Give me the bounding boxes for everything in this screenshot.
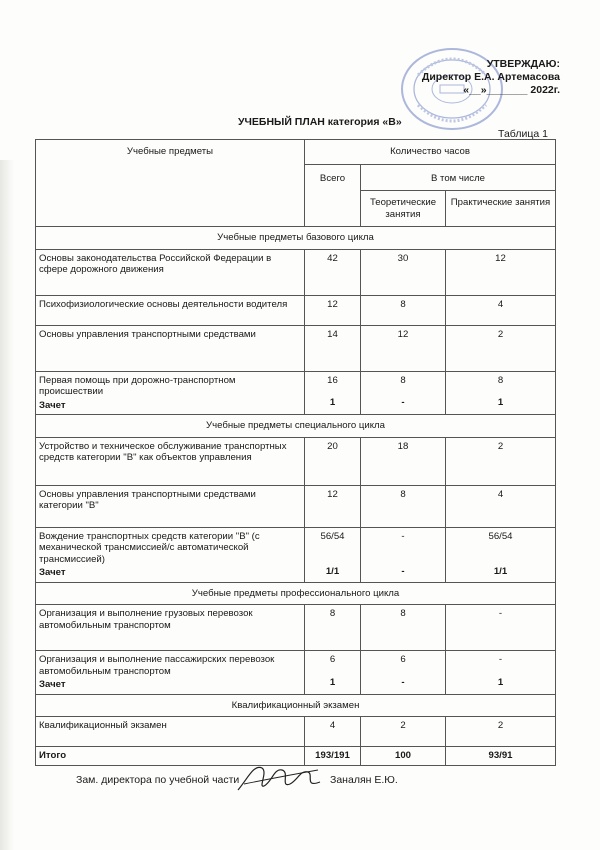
table-row xyxy=(36,325,556,371)
curriculum-table xyxy=(35,139,556,766)
header-theory: Теоретические занятия xyxy=(361,191,446,227)
approval-director: Директор Е.А. Артемасова xyxy=(421,71,560,83)
footer-position: Зам. директора по учебной части xyxy=(76,774,240,786)
hours-total: 12 xyxy=(305,295,361,325)
scan-edge-shadow xyxy=(0,160,14,850)
hours-practice-cell xyxy=(446,651,556,695)
hours-total: 56/54 xyxy=(320,530,345,542)
hours-total-cell xyxy=(305,651,361,695)
subject-name: Вождение транспортных средств категории "В" (с механической трансмиссией/с автоматической трансмиссией) xyxy=(39,530,260,565)
credit-label: Зачет xyxy=(39,399,66,411)
table-row xyxy=(36,717,556,747)
hours-theory: 18 xyxy=(361,437,446,485)
subject-name: Основы законодательства Российской Федерации в сфере дорожного движения xyxy=(36,249,305,295)
hours-practice-cell xyxy=(446,527,556,582)
hours-theory: 12 xyxy=(361,325,446,371)
hours-practice: 2 xyxy=(446,325,556,371)
header-subjects: Учебные предметы xyxy=(36,140,305,227)
section-title: Учебные предметы профессионального цикла xyxy=(36,582,556,605)
hours-total: 12 xyxy=(305,485,361,527)
hours-practice: 4 xyxy=(446,485,556,527)
total-practice: 93/91 xyxy=(446,747,556,766)
table-row xyxy=(36,605,556,651)
hours-total: 42 xyxy=(305,249,361,295)
hours-total: 16 xyxy=(327,374,338,386)
hours-theory: - xyxy=(401,530,405,542)
document-title: УЧЕБНЫЙ ПЛАН категория «В» xyxy=(238,116,402,128)
approval-heading: УТВЕРЖДАЮ: xyxy=(486,58,560,70)
section-row xyxy=(36,582,556,605)
subject-cell xyxy=(36,371,305,415)
hours-theory: 6 xyxy=(400,654,406,665)
hours-theory: 8 xyxy=(361,485,446,527)
table-label: Таблица 1 xyxy=(498,128,548,140)
credit-practice: 1 xyxy=(497,397,504,408)
hours-total-cell xyxy=(305,371,361,415)
credit-label: Зачет xyxy=(39,567,66,578)
hours-practice: 4 xyxy=(446,295,556,325)
section-title: Квалификационный экзамен xyxy=(36,694,556,717)
subject-cell xyxy=(36,527,305,582)
credit-total: 1 xyxy=(329,397,336,408)
credit-total: 1/1 xyxy=(325,566,340,577)
footer-name: Заналян Е.Ю. xyxy=(330,774,398,786)
hours-total: 4 xyxy=(305,717,361,747)
hours-total: 8 xyxy=(305,605,361,651)
hours-total-cell xyxy=(305,527,361,582)
hours-practice: 8 xyxy=(497,374,504,386)
hours-theory: 30 xyxy=(361,249,446,295)
header-row xyxy=(36,140,556,165)
table-row xyxy=(36,437,556,485)
table-row xyxy=(36,371,556,415)
signature xyxy=(234,758,324,798)
hours-theory-cell xyxy=(361,527,446,582)
section-row xyxy=(36,415,556,438)
credit-practice: 1 xyxy=(497,676,504,688)
credit-practice: 1/1 xyxy=(493,566,508,577)
section-title: Учебные предметы базового цикла xyxy=(36,227,556,250)
subject-name: Квалификационный экзамен xyxy=(36,717,305,747)
total-hours: 193/191 xyxy=(305,747,361,766)
total-label: Итого xyxy=(36,747,305,766)
hours-theory-cell xyxy=(361,371,446,415)
subject-name: Устройство и техническое обслуживание транспортных средств категории "В" как объектов управления xyxy=(36,437,305,485)
credit-theory: - xyxy=(401,397,405,408)
subject-name: Первая помощь при дорожно-транспортном происшествии xyxy=(39,374,236,397)
hours-practice: 2 xyxy=(446,437,556,485)
hours-theory: 8 xyxy=(361,605,446,651)
header-including: В том числе xyxy=(361,164,556,191)
credit-label: Зачет xyxy=(39,679,66,690)
table-row xyxy=(36,485,556,527)
header-practice: Практические занятия xyxy=(446,191,556,227)
hours-theory: 2 xyxy=(361,717,446,747)
approval-block xyxy=(400,58,560,97)
hours-practice-cell xyxy=(446,371,556,415)
total-theory: 100 xyxy=(361,747,446,766)
header-hours: Количество часов xyxy=(305,140,556,165)
credit-total: 1 xyxy=(329,676,336,688)
hours-theory: 8 xyxy=(361,295,446,325)
table-row xyxy=(36,527,556,582)
subject-name: Основы управления транспортными средствами категории "В" xyxy=(36,485,305,527)
subject-name: Основы управления транспортными средствами xyxy=(36,325,305,371)
credit-theory: - xyxy=(401,676,405,688)
table-row xyxy=(36,295,556,325)
hours-theory-cell xyxy=(361,651,446,695)
hours-practice: 12 xyxy=(446,249,556,295)
subject-cell xyxy=(36,651,305,695)
hours-practice: 56/54 xyxy=(488,530,513,542)
credit-theory: - xyxy=(401,566,405,577)
hours-total: 14 xyxy=(305,325,361,371)
hours-practice: 2 xyxy=(446,717,556,747)
subject-name: Организация и выполнение грузовых перевозок автомобильным транспортом xyxy=(36,605,305,651)
subject-name: Организация и выполнение пассажирских перевозок автомобильным транспортом xyxy=(39,654,275,677)
hours-total: 6 xyxy=(329,654,336,665)
hours-theory: 8 xyxy=(400,374,406,386)
section-title: Учебные предметы специального цикла xyxy=(36,415,556,438)
subject-name: Психофизиологические основы деятельности водителя xyxy=(36,295,305,325)
table-row xyxy=(36,651,556,695)
hours-practice: - xyxy=(498,654,503,665)
header-total: Всего xyxy=(305,164,361,227)
section-row xyxy=(36,694,556,717)
hours-total: 20 xyxy=(305,437,361,485)
table-row xyxy=(36,249,556,295)
approval-date: «__»_______ 2022г. xyxy=(463,84,560,96)
section-row xyxy=(36,227,556,250)
hours-practice: - xyxy=(446,605,556,651)
